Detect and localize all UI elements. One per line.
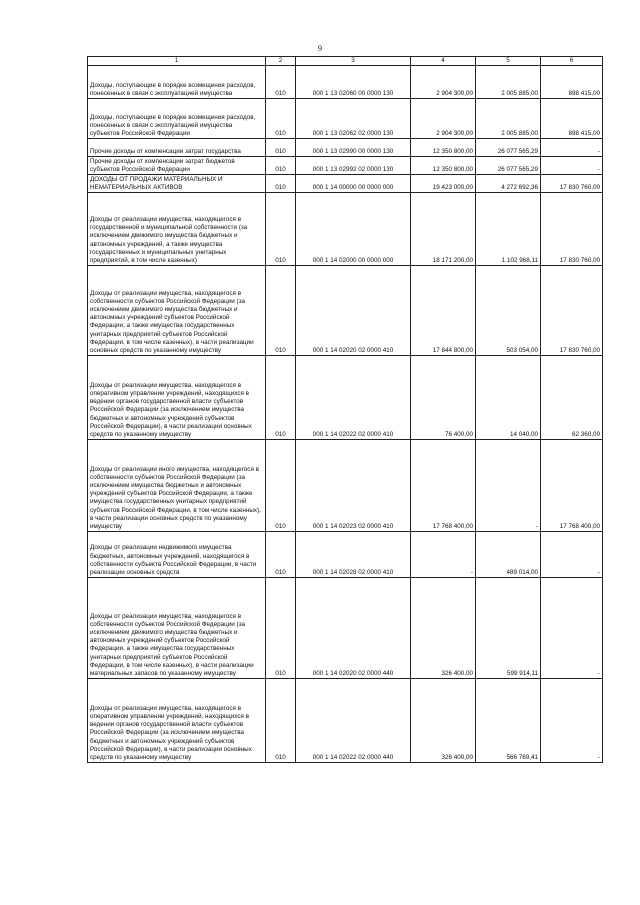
row-rest: 17 830 760,00: [541, 266, 603, 356]
column-header: 3: [296, 57, 411, 66]
row-name: ДОХОДЫ ОТ ПРОДАЖИ МАТЕРИАЛЬНЫХ И НЕМАТЕРИАЛЬНЫХ АКТИВОВ: [88, 175, 266, 193]
row-name: Доходы от реализации имущества, находящегося в собственности субъектов Российской Федерации (за исключением движимого имущества бюджетных и автономных учреждений субъектов Российской Федерации, а также имущества государственных унитарных предприятий субъектов Российской Федерации, в том числе казенных), в части реализации основных средств по указанному имуществу: [88, 266, 266, 356]
row-plan: 17 768 400,00: [411, 440, 476, 532]
row-code: 010: [266, 175, 296, 193]
row-name: Доходы от реализации имущества, находящегося в собственности субъектов Российской Федерации (за исключением движимого имущества бюджетных и автономных учреждений субъектов Российской Федерации, а также имущества государственных унитарных предприятий субъектов Российской Федерации, в том числе казенных), в части реализации материальных запасов по указанному имуществу: [88, 578, 266, 679]
row-plan: 76 400,00: [411, 356, 476, 440]
row-plan: 12 350 800,00: [411, 139, 476, 157]
row-kbk: 000 1 14 02020 02 0000 440: [296, 578, 411, 679]
row-rest: 17 830 760,00: [541, 193, 603, 266]
row-name: Доходы, поступающие в порядке возмещения расходов, понесенных в связи с эксплуатацией имущества субъектов Российской Федерации: [88, 99, 266, 139]
table-row: [88, 99, 603, 139]
row-code: 010: [266, 356, 296, 440]
row-kbk: 000 1 13 02060 00 0000 130: [296, 66, 411, 99]
row-code: 010: [266, 193, 296, 266]
row-rest: 898 415,00: [541, 99, 603, 139]
row-name: Доходы от реализации недвижимого имущества бюджетных, автономных учреждений, находящегося в собственности субъекта Российской Федерации, в части реализации основных средств: [88, 532, 266, 578]
row-code: 010: [266, 578, 296, 679]
row-code: 010: [266, 532, 296, 578]
row-fact: 4 272 692,36: [476, 175, 541, 193]
table-row: [88, 532, 603, 578]
row-name: Доходы от реализации иного имущества, находящегося в собственности субъектов Российской Федерации (за исключением имущества бюджетных и автономных учреждений субъектов Российской Федерации, а также имущества государственных унитарных предприятий субъектов Российской Федерации, в том числе казенных), в части реализации основных средств по указанному имуществу: [88, 440, 266, 532]
table-row: [88, 157, 603, 175]
column-header: 5: [476, 57, 541, 66]
row-rest: 62 360,00: [541, 356, 603, 440]
column-number-row: [88, 57, 603, 66]
row-fact: 26 077 565,29: [476, 157, 541, 175]
row-code: 010: [266, 157, 296, 175]
table-row: [88, 193, 603, 266]
table-row: [88, 578, 603, 679]
table-row: [88, 139, 603, 157]
column-header: 6: [541, 57, 603, 66]
row-plan: 2 904 300,00: [411, 66, 476, 99]
row-rest: -: [541, 578, 603, 679]
column-header: 2: [266, 57, 296, 66]
table-row: [88, 175, 603, 193]
row-kbk: 000 1 14 02020 02 0000 410: [296, 266, 411, 356]
row-kbk: 000 1 14 02000 00 0000 000: [296, 193, 411, 266]
row-kbk: 000 1 13 02062 02 0000 130: [296, 99, 411, 139]
row-rest: -: [541, 157, 603, 175]
row-plan: 18 171 200,00: [411, 193, 476, 266]
row-name: Доходы, поступающие в порядке возмещения расходов, понесенных в связи с эксплуатацией имущества: [88, 66, 266, 99]
row-code: 010: [266, 99, 296, 139]
row-plan: 19 423 000,00: [411, 175, 476, 193]
row-rest: 17 768 400,00: [541, 440, 603, 532]
row-kbk: 000 1 14 02028 02 0000 410: [296, 532, 411, 578]
row-rest: 17 830 760,00: [541, 175, 603, 193]
row-plan: -: [411, 532, 476, 578]
row-name: Доходы от реализации имущества, находящегося в оперативном управлении учреждений, находящихся в ведении органов государственной власти субъектов Российской Федерации (за исключением имущества бюджетных и автономных учреждений субъектов Российской Федерации), в части реализации основных средств по указанному имуществу: [88, 679, 266, 763]
row-fact: 14 040,00: [476, 356, 541, 440]
row-fact: 2 005 885,00: [476, 66, 541, 99]
row-fact: -: [476, 440, 541, 532]
table-row: [88, 440, 603, 532]
row-fact: 566 769,41: [476, 679, 541, 763]
row-code: 010: [266, 679, 296, 763]
revenue-table: [87, 56, 603, 763]
row-fact: 503 054,00: [476, 266, 541, 356]
row-code: 010: [266, 66, 296, 99]
row-kbk: 000 1 13 02990 00 0000 130: [296, 139, 411, 157]
row-fact: 489 014,00: [476, 532, 541, 578]
row-rest: -: [541, 139, 603, 157]
row-code: 010: [266, 440, 296, 532]
row-kbk: 000 1 13 02992 02 0000 130: [296, 157, 411, 175]
row-kbk: 000 1 14 00000 00 0000 000: [296, 175, 411, 193]
row-plan: 17 844 800,00: [411, 266, 476, 356]
column-header: 4: [411, 57, 476, 66]
row-name: Прочие доходы от компенсации затрат государства: [88, 139, 266, 157]
row-rest: -: [541, 679, 603, 763]
row-name: Доходы от реализации имущества, находящегося в государственной и муниципальной собственности (за исключением движимого имущества бюджетных и автономных учреждений, а также имущества государственных и муниципальных унитарных предприятий, в том числе казенных): [88, 193, 266, 266]
table-row: [88, 356, 603, 440]
row-kbk: 000 1 14 02023 02 0000 410: [296, 440, 411, 532]
row-fact: 2 005 885,00: [476, 99, 541, 139]
row-code: 010: [266, 139, 296, 157]
row-code: 010: [266, 266, 296, 356]
row-rest: -: [541, 532, 603, 578]
table-row: [88, 66, 603, 99]
table-row: [88, 266, 603, 356]
row-fact: 26 077 565,29: [476, 139, 541, 157]
row-plan: 2 904 300,00: [411, 99, 476, 139]
row-rest: 898 415,00: [541, 66, 603, 99]
row-kbk: 000 1 14 02022 02 0000 440: [296, 679, 411, 763]
page-number: 9: [318, 44, 322, 53]
table-row: [88, 679, 603, 763]
row-name: Доходы от реализации имущества, находящегося в оперативном управлении учреждений, находящихся в ведении органов государственной власти субъектов Российской Федерации (за исключением имущества бюджетных и автономных учреждений субъектов Российской Федерации), в части реализации основных средств по указанному имуществу: [88, 356, 266, 440]
row-name: Прочие доходы от компенсации затрат бюджетов субъектов Российской Федерации: [88, 157, 266, 175]
row-plan: 326 400,00: [411, 679, 476, 763]
row-plan: 12 350 800,00: [411, 157, 476, 175]
row-plan: 326 400,00: [411, 578, 476, 679]
row-fact: 599 914,11: [476, 578, 541, 679]
row-fact: 1 102 968,11: [476, 193, 541, 266]
row-kbk: 000 1 14 02022 02 0000 410: [296, 356, 411, 440]
column-header: 1: [88, 57, 266, 66]
